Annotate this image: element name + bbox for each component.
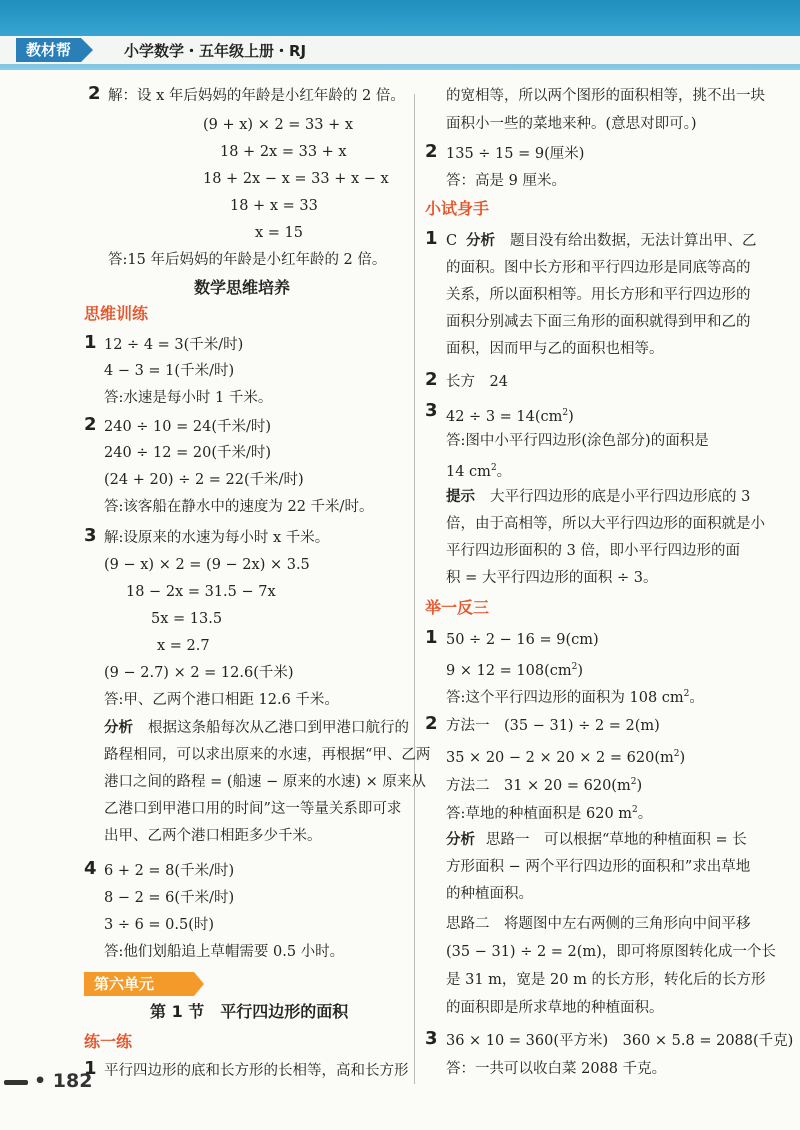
problem-number: 2 — [88, 83, 101, 104]
problem-number: 2 — [425, 369, 438, 390]
superscript: 2 — [562, 408, 569, 418]
analysis-label: 分析 — [466, 233, 495, 249]
book-title: 小学数学・五年级上册・RJ — [124, 42, 307, 60]
section-heading: 小试身手 — [425, 199, 490, 218]
superscript: 2 — [673, 749, 680, 759]
superscript: 2 — [632, 805, 638, 815]
superscript: 2 — [630, 777, 637, 787]
equation-line: 50 ÷ 2 − 16 = 9(cm) — [446, 632, 599, 648]
problem-number: 1 — [425, 228, 438, 249]
section-title: 第 1 节 平行四边形的面积 — [150, 1002, 349, 1021]
analysis-line: 思路一 可以根据“草地的种植面积 = 长 — [486, 832, 747, 848]
analysis-line: 面积，因而甲与乙的面积也相等。 — [446, 341, 664, 357]
section-heading: 练一练 — [84, 1032, 133, 1051]
analysis-label: 分析 — [446, 832, 475, 848]
page-number-dash — [4, 1080, 28, 1085]
equation-line: 8 − 2 = 6(千米/时) — [104, 890, 235, 906]
column-divider — [414, 94, 415, 1084]
method-line: 方法一 (35 − 31) ÷ 2 = 2(m) — [446, 718, 660, 734]
analysis-line: 是 31 m，宽是 20 m 的长方形，转化后的长方形 — [446, 972, 766, 988]
answer-line: 答:15 年后妈妈的年龄是小红年龄的 2 倍。 — [108, 252, 387, 268]
text-line: 解：设 x 年后妈妈的年龄是小红年龄的 2 倍。 — [108, 88, 405, 104]
analysis-line: 的种植面积。 — [446, 886, 533, 902]
superscript: 2 — [683, 689, 690, 699]
period: 。 — [496, 463, 512, 480]
problem-number: 3 — [84, 525, 97, 546]
tip-line: 积 = 大平行四边形的面积 ÷ 3。 — [446, 570, 658, 586]
paren-close: ) — [636, 777, 643, 794]
equation-line: 12 ÷ 4 = 3(千米/时) — [104, 337, 244, 353]
equation-line: (9 − x) × 2 = (9 − 2x) × 3.5 — [104, 557, 310, 573]
superscript: 2 — [490, 463, 497, 473]
problem-number: 3 — [425, 400, 438, 421]
page-number: • 182 — [34, 1070, 93, 1092]
problem-number: 4 — [84, 858, 97, 879]
answer-line — [446, 458, 511, 482]
unit-badge: 第六单元 — [84, 972, 194, 996]
answer-line — [446, 800, 652, 824]
analysis-line: 关系，所以面积相等。用长方形和平行四边形的 — [446, 287, 751, 303]
problem-number: 1 — [84, 1058, 97, 1079]
paren-close: ) — [679, 749, 686, 766]
analysis-line: 的面积。图中长方形和平行四边形是同底等高的 — [446, 260, 751, 276]
tip-line: 倍，由于高相等，所以大平行四边形的面积就是小 — [446, 516, 765, 532]
answer-line: 答:甲、乙两个港口相距 12.6 千米。 — [104, 692, 339, 708]
answer-text: 答:这个平行四边形的面积为 108 cm — [446, 689, 684, 706]
text-line: 面积小一些的菜地来种。(意思对即可。) — [446, 116, 697, 132]
answer-line: 答:图中小平行四边形(涂色部分)的面积是 — [446, 433, 709, 449]
equation-line — [446, 657, 583, 681]
paren-close: ) — [577, 662, 584, 679]
analysis-line: 乙港口到甲港口用的时间”这一等量关系即可求 — [104, 801, 402, 817]
analysis-line: 出甲、乙两个港口相距多少千米。 — [104, 828, 322, 844]
tip-line: 平行四边形面积的 3 倍，即小平行四边形的面 — [446, 543, 740, 559]
equation-line: 240 ÷ 10 = 24(千米/时) — [104, 419, 272, 435]
equation-line: 18 − 2x = 31.5 − 7x — [126, 584, 276, 600]
answer-line — [446, 684, 704, 708]
answer-line: 答：一共可以收白菜 2088 千克。 — [446, 1061, 667, 1077]
tip-line: 大平行四边形的底是小平行四边形底的 3 — [490, 489, 751, 505]
analysis-line: (35 − 31) ÷ 2 = 2(m)，即可将原图转化成一个长 — [446, 944, 776, 960]
analysis-line: 路程相同，可以求出原来的水速，再根据“甲、乙两 — [104, 747, 431, 763]
equation-text: 42 ÷ 3 = 14(cm — [446, 408, 563, 425]
problem-number: 2 — [425, 141, 438, 162]
problem-number: 1 — [84, 332, 97, 353]
problem-number: 2 — [425, 713, 438, 734]
section-heading: 思维训练 — [84, 304, 149, 323]
text-line: 解:设原来的水速为每小时 x 千米。 — [104, 530, 330, 546]
header-bar — [0, 36, 800, 64]
method-line — [446, 772, 642, 796]
analysis-line: 根据这条船每次从乙港口到甲港口航行的 — [148, 720, 409, 736]
equation-line: 5x = 13.5 — [151, 611, 223, 627]
equation-line: 4 − 3 = 1(千米/时) — [104, 363, 235, 379]
text-line: 的宽相等，所以两个图形的面积相等，挑不出一块 — [446, 88, 765, 104]
equation-line: 240 ÷ 12 = 20(千米/时) — [104, 445, 272, 461]
page-number-value: 182 — [52, 1070, 93, 1092]
answer-line: 长方 24 — [446, 374, 508, 390]
analysis-label: 分析 — [104, 720, 133, 736]
answer-line: 答:他们划船追上草帽需要 0.5 小时。 — [104, 944, 345, 960]
section-heading: 数学思维培养 — [194, 278, 291, 297]
equation-line: (9 − 2.7) × 2 = 12.6(千米) — [104, 665, 294, 681]
equation-line: x = 15 — [255, 225, 303, 241]
tip-label: 提示 — [446, 489, 475, 505]
equation-line: 36 × 10 = 360(平方米) 360 × 5.8 = 2088(千克) — [446, 1033, 794, 1049]
answer-line: 答：高是 9 厘米。 — [446, 173, 566, 189]
answer-text: 答:草地的种植面积是 620 m — [446, 805, 633, 822]
equation-text: 9 × 12 = 108(cm — [446, 662, 572, 679]
equation-line: 18 + 2x = 33 + x — [220, 144, 347, 160]
analysis-line: 题目没有给出数据，无法计算出甲、乙 — [510, 233, 757, 249]
section-heading: 举一反三 — [425, 598, 490, 617]
method-text: 方法二 31 × 20 = 620(m — [446, 777, 631, 794]
equation-line — [446, 403, 574, 427]
text-line: 平行四边形的底和长方形的长相等，高和长方形 — [104, 1063, 409, 1079]
problem-number: 2 — [84, 414, 97, 435]
problem-number: 1 — [425, 627, 438, 648]
analysis-line: 港口之间的路程 = (船速 − 原来的水速) × 原来从 — [104, 774, 426, 790]
analysis-line: 方形面积 − 两个平行四边形的面积和”求出草地 — [446, 859, 751, 875]
equation-line: (9 + x) × 2 = 33 + x — [203, 117, 354, 133]
equation-line: 18 + 2x − x = 33 + x − x — [203, 171, 389, 187]
paren-close: ) — [568, 408, 574, 425]
equation-line: 6 + 2 = 8(千米/时) — [104, 863, 235, 879]
period: 。 — [689, 689, 704, 706]
equation-line: (24 + 20) ÷ 2 = 22(千米/时) — [104, 472, 304, 488]
analysis-line: 思路二 将题图中左右两侧的三角形向中间平移 — [446, 916, 751, 932]
answer-choice: C — [446, 233, 458, 249]
equation-text: 35 × 20 − 2 × 20 × 2 = 620(m — [446, 749, 674, 766]
answer-line: 答:该客船在静水中的速度为 22 千米/时。 — [104, 499, 374, 515]
analysis-line: 的面积即是所求草地的种植面积。 — [446, 1000, 664, 1016]
brand-badge: 教材帮 — [16, 38, 81, 62]
equation-line: 18 + x = 33 — [230, 198, 318, 214]
answer-text: 14 cm — [446, 463, 491, 480]
period: 。 — [637, 805, 653, 822]
superscript: 2 — [571, 662, 578, 672]
equation-line — [446, 744, 685, 768]
equation-line: x = 2.7 — [157, 638, 210, 654]
equation-line: 3 ÷ 6 = 0.5(时) — [104, 917, 215, 933]
equation-line: 135 ÷ 15 = 9(厘米) — [446, 146, 585, 162]
problem-number: 3 — [425, 1028, 438, 1049]
answer-line: 答:水速是每小时 1 千米。 — [104, 390, 273, 406]
analysis-line: 面积分别减去下面三角形的面积就得到甲和乙的 — [446, 314, 751, 330]
